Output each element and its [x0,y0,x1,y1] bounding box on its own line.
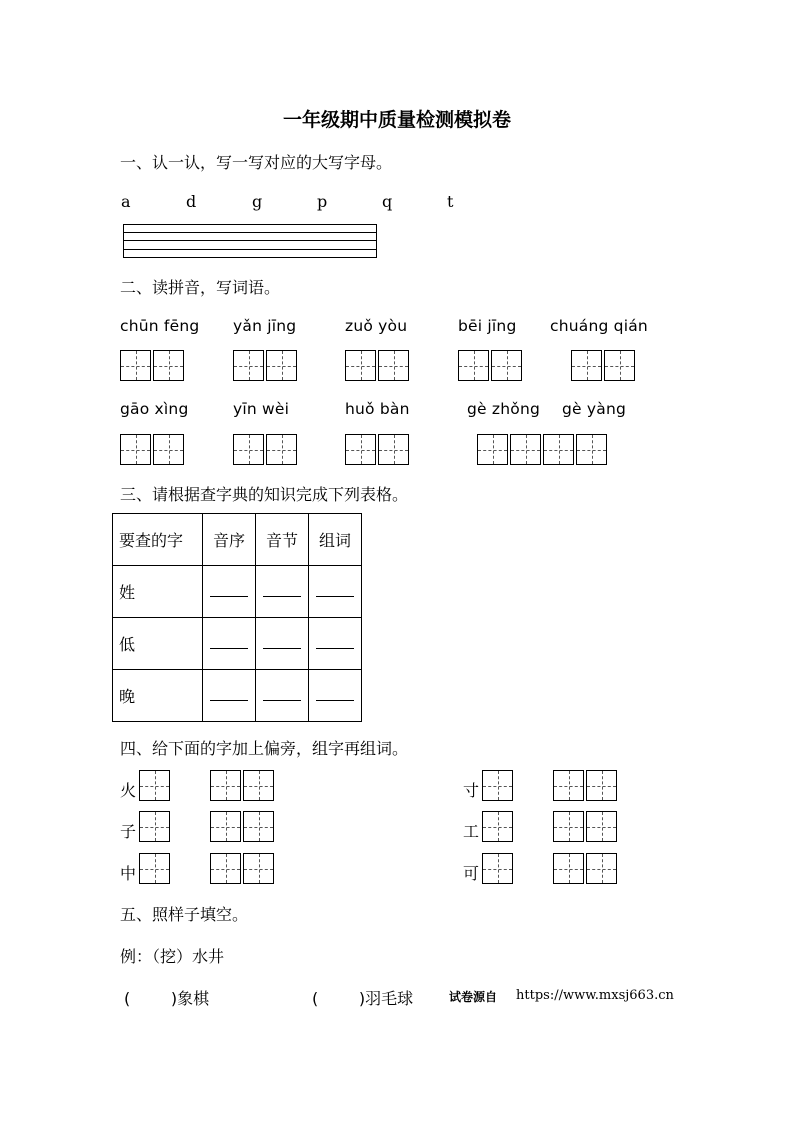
letter: p [317,192,328,211]
source-label: 试卷源自 [449,990,498,1004]
table-header: 音节 [256,514,309,566]
char-cell: 低 [113,618,203,670]
writing-box[interactable] [571,350,602,381]
letter: g [252,192,263,211]
radical-char: 中 [120,864,137,883]
writing-box[interactable] [458,350,489,381]
pinyin-label: yīn wèi [233,400,290,418]
letter: q [382,192,393,211]
table-row [113,618,362,670]
writing-box[interactable] [586,770,617,801]
pinyin-label: chūn fēng [120,317,200,335]
writing-box[interactable] [586,811,617,842]
writing-box[interactable] [553,811,584,842]
answer-cell[interactable] [309,670,362,722]
writing-box[interactable] [604,350,635,381]
table-header: 要查的字 [113,514,203,566]
answer-cell[interactable] [203,670,256,722]
answer-cell[interactable] [256,566,309,618]
radical-char: 寸 [463,781,480,800]
writing-box[interactable] [139,770,170,801]
char-cell: 晚 [113,670,203,722]
writing-box[interactable] [266,434,297,465]
writing-box[interactable] [266,350,297,381]
page-title: 一年级期中质量检测模拟卷 [282,109,511,131]
answer-cell[interactable] [256,670,309,722]
answer-cell[interactable] [309,566,362,618]
writing-box[interactable] [482,853,513,884]
writing-box[interactable] [378,350,409,381]
writing-box[interactable] [210,770,241,801]
writing-box[interactable] [210,811,241,842]
table-row [113,566,362,618]
example-text: 例：（挖）水井 [120,947,225,966]
writing-box[interactable] [491,350,522,381]
q4-heading: 四、给下面的字加上偏旁，组字再组词。 [120,739,409,758]
writing-box[interactable] [210,853,241,884]
table-header: 音序 [203,514,256,566]
pinyin-label: gè zhǒng [467,400,541,418]
writing-box[interactable] [510,434,541,465]
radical-char: 可 [463,864,480,883]
writing-box[interactable] [553,853,584,884]
writing-box[interactable] [576,434,607,465]
table-row [113,670,362,722]
writing-box[interactable] [233,350,264,381]
writing-box[interactable] [120,434,151,465]
radical-char: 火 [120,781,137,800]
pinyin-label: zuǒ yòu [345,317,408,335]
writing-box[interactable] [233,434,264,465]
table-header: 组词 [309,514,362,566]
dictionary-table [112,513,362,722]
writing-box[interactable] [477,434,508,465]
writing-box[interactable] [153,350,184,381]
table-header-row [113,514,362,566]
writing-box[interactable] [243,853,274,884]
writing-box[interactable] [482,811,513,842]
four-line-writing-grid[interactable] [123,224,377,258]
writing-box[interactable] [553,770,584,801]
writing-box[interactable] [543,434,574,465]
fill-blank-item[interactable]: ( )象棋 [124,989,210,1008]
pinyin-label: gè yàng [562,400,627,418]
letter: d [186,192,197,211]
char-cell: 姓 [113,566,203,618]
q5-heading: 五、照样子填空。 [120,905,249,924]
writing-box[interactable] [243,811,274,842]
writing-box[interactable] [345,434,376,465]
writing-box[interactable] [243,770,274,801]
pinyin-label: chuáng qián [550,317,648,335]
writing-box[interactable] [345,350,376,381]
source-url[interactable]: https://www.mxsj663.cn [516,988,674,1003]
writing-box[interactable] [153,434,184,465]
answer-cell[interactable] [203,566,256,618]
writing-box[interactable] [139,853,170,884]
answer-cell[interactable] [256,618,309,670]
writing-box[interactable] [378,434,409,465]
letter: a [121,192,131,211]
writing-box[interactable] [482,770,513,801]
pinyin-label: bēi jīng [458,317,517,335]
writing-box[interactable] [139,811,170,842]
q3-heading: 三、请根据查字典的知识完成下列表格。 [120,485,409,504]
pinyin-label: gāo xìng [120,400,189,418]
radical-char: 工 [463,822,480,841]
writing-box[interactable] [586,853,617,884]
q2-heading: 二、读拼音，写词语。 [120,278,281,297]
answer-cell[interactable] [203,618,256,670]
fill-blank-item[interactable]: ( )羽毛球 [312,989,414,1008]
letter: t [447,192,454,211]
writing-box[interactable] [120,350,151,381]
pinyin-label: yǎn jīng [233,317,297,335]
q1-heading: 一、认一认，写一写对应的大写字母。 [120,153,393,172]
pinyin-label: huǒ bàn [345,400,410,418]
radical-char: 子 [120,822,137,841]
answer-cell[interactable] [309,618,362,670]
